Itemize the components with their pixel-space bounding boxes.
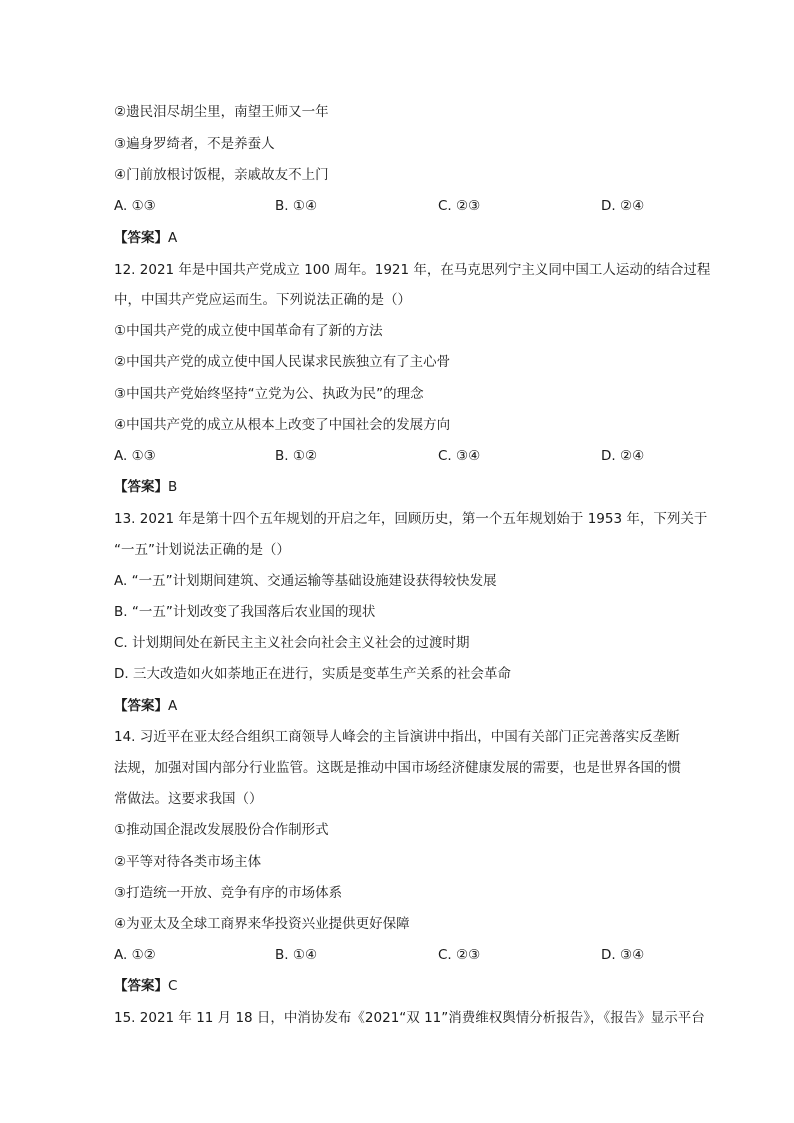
q11-item-3: ③遍身罗绮者，不是养蚕人 xyxy=(114,136,275,152)
q12-item-3: ③中国共产党始终坚持“立党为公、执政为民”的理念 xyxy=(114,386,424,402)
q12-option-a: A. ①③ xyxy=(114,448,156,464)
q12-stem-line-1: 12. 2021 年是中国共产党成立 100 周年。1921 年，在马克思列宁主义同中国工人运动的结合过程 xyxy=(114,262,711,278)
q14-option-b: B. ①④ xyxy=(275,947,318,963)
q14-item-4: ④为亚太及全球工商界来华投资兴业提供更好保障 xyxy=(114,916,410,932)
q13-option-b: B. “一五”计划改变了我国落后农业国的现状 xyxy=(114,604,376,620)
q13-stem-line-2: “一五”计划说法正确的是（） xyxy=(114,542,290,558)
q11-option-c: C. ②③ xyxy=(438,198,481,214)
q11-option-a: A. ①③ xyxy=(114,198,156,214)
q12-option-c: C. ③④ xyxy=(438,448,481,464)
q13-option-a: A. “一五”计划期间建筑、交通运输等基础设施建设获得较快发展 xyxy=(114,573,497,589)
q11-option-d: D. ②④ xyxy=(601,198,645,214)
q14-option-d: D. ③④ xyxy=(601,947,645,963)
q13-stem-line-1: 13. 2021 年是第十四个五年规划的开启之年，回顾历史，第一个五年规划始于 1953 年，下列关于 xyxy=(114,511,708,527)
q12-option-b: B. ①② xyxy=(275,448,318,464)
q12-option-d: D. ②④ xyxy=(601,448,645,464)
q14-option-c: C. ②③ xyxy=(438,947,481,963)
q12-options xyxy=(114,446,674,466)
answer-label: 【答案】 xyxy=(114,978,168,994)
answer-label: 【答案】 xyxy=(114,230,168,246)
answer-label: 【答案】 xyxy=(114,698,168,714)
q12-item-4: ④中国共产党的成立从根本上改变了中国社会的发展方向 xyxy=(114,417,451,433)
answer-label: 【答案】 xyxy=(114,479,168,495)
q14-stem-line-1: 14. 习近平在亚太经合组织工商领导人峰会的主旨演讲中指出，中国有关部门正完善落实反垄断 xyxy=(114,729,680,745)
answer-value: A xyxy=(168,230,178,246)
q12-item-1: ①中国共产党的成立使中国革命有了新的方法 xyxy=(114,323,383,339)
q12-item-2: ②中国共产党的成立使中国人民谋求民族独立有了主心骨 xyxy=(114,354,451,370)
q15-stem-line-1: 15. 2021 年 11 月 18 日，中消协发布《2021“双 11”消费维权舆情分析报告》，《报告》显示平台 xyxy=(114,1010,705,1026)
q14-item-3: ③打造统一开放、竞争有序的市场体系 xyxy=(114,885,343,901)
q14-option-a: A. ①② xyxy=(114,947,156,963)
q11-item-2: ②遗民泪尽胡尘里，南望王师又一年 xyxy=(114,104,329,120)
answer-value: B xyxy=(168,479,178,495)
answer-value: C xyxy=(168,978,178,994)
q14-item-2: ②平等对待各类市场主体 xyxy=(114,854,262,870)
q13-answer xyxy=(114,696,177,716)
q14-item-1: ①推动国企混改发展股份合作制形式 xyxy=(114,822,329,838)
q11-answer xyxy=(114,228,177,248)
q14-stem-line-2: 法规，加强对国内部分行业监管。这既是推动中国市场经济健康发展的需要，也是世界各国的惯 xyxy=(114,760,681,776)
q11-item-4: ④门前放根讨饭棍，亲戚故友不上门 xyxy=(114,167,329,183)
q13-option-c: C. 计划期间处在新民主主义社会向社会主义社会的过渡时期 xyxy=(114,635,470,651)
q11-options xyxy=(114,196,674,216)
q14-options xyxy=(114,945,674,965)
q14-stem-line-3: 常做法。这要求我国（） xyxy=(114,791,263,807)
q14-answer xyxy=(114,976,177,996)
q12-stem-line-2: 中，中国共产党应运而生。下列说法正确的是（） xyxy=(114,292,411,308)
q12-answer xyxy=(114,477,177,497)
answer-value: A xyxy=(168,698,178,714)
q13-option-d: D. 三大改造如火如荼地正在进行，实质是变革生产关系的社会革命 xyxy=(114,666,511,682)
q11-option-b: B. ①④ xyxy=(275,198,318,214)
